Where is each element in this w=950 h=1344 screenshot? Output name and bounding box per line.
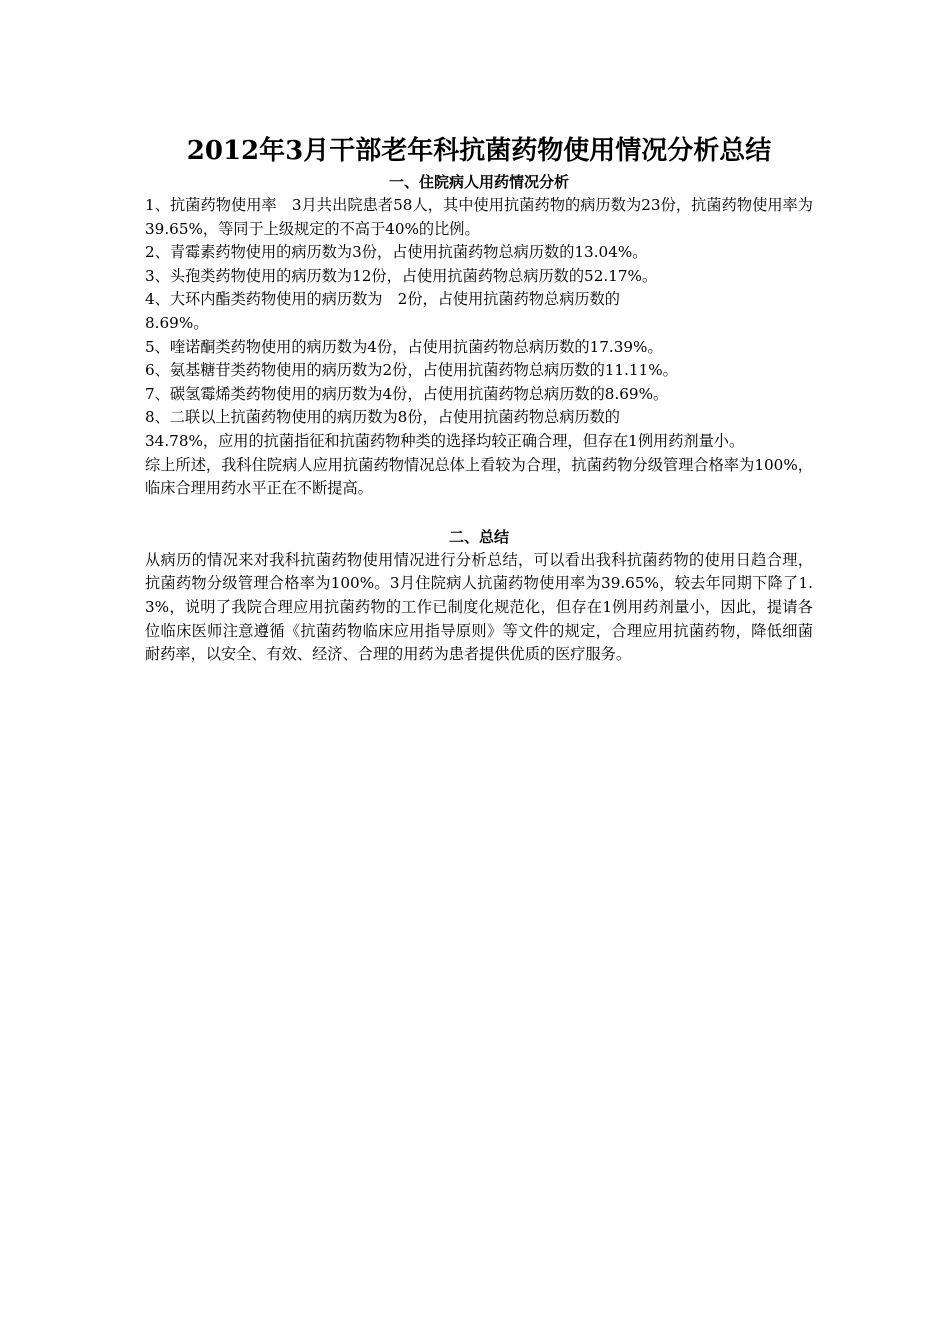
analysis-item-5: 5、喹诺酮类药物使用的病历数为4份，占使用抗菌药物总病历数的17.39%。	[145, 337, 663, 356]
document-title: 2012年3月干部老年科抗菌药物使用情况分析总结	[186, 136, 772, 166]
section-heading-analysis: 一、住院病人用药情况分析	[388, 173, 569, 191]
analysis-conclusion: 综上所述，我科住院病人应用抗菌药物情况总体上看较为合理，抗菌药物分级管理合格率为100%，临床合理用药水平正在不断提高。	[145, 455, 813, 498]
analysis-item-4: 4、大环内酯类药物使用的病历数为 2份，占使用抗菌药物总病历数的	[145, 290, 620, 309]
section-heading-summary: 二、总结	[448, 527, 509, 546]
analysis-item-8-continued: 34.78%，应用的抗菌指征和抗菌药物种类的选择均较正确合理，但存在1例用药剂量小。	[145, 431, 745, 450]
analysis-item-6: 6、氨基糖苷类药物使用的病历数为2份，占使用抗菌药物总病历数的11.11%。	[145, 361, 678, 380]
analysis-item-2: 2、青霉素药物使用的病历数为3份，占使用抗菌药物总病历数的13.04%。	[145, 243, 648, 262]
analysis-item-7: 7、碳氢霉烯类药物使用的病历数为4份，占使用抗菌药物总病历数的8.69%。	[145, 384, 669, 403]
analysis-item-3: 3、头孢类药物使用的病历数为12份，占使用抗菌药物总病历数的52.17%。	[145, 266, 658, 285]
analysis-item-8: 8、二联以上抗菌药物使用的病历数为8份，占使用抗菌药物总病历数的	[145, 408, 620, 427]
summary-paragraph: 从病历的情况来对我科抗菌药物使用情况进行分析总结，可以看出我科抗菌药物的使用日趋合理，抗菌药物分级管理合格率为100%。3月住院病人抗菌药物使用率为39.65%，较去年同期下降了1.3%，说明了我院合理应用抗菌药物的工作已制度化规范化，但存在1例用药剂量小，因此，提请各位临床医师注意遵循《抗菌药物临床应用指导原则》等文件的规定，合理应用抗菌药物，降低细菌耐药率，以安全、有效、经济、合理的用药为患者提供优质的医疗服务。	[145, 550, 813, 664]
analysis-item-4-continued: 8.69%。	[145, 313, 209, 332]
document-body	[145, 132, 813, 667]
analysis-item-1: 1、抗菌药物使用率 3月共出院患者58人，其中使用抗菌药物的病历数为23份，抗菌药物使用率为39.65%，等同于上级规定的不高于40%的比例。	[145, 196, 813, 238]
